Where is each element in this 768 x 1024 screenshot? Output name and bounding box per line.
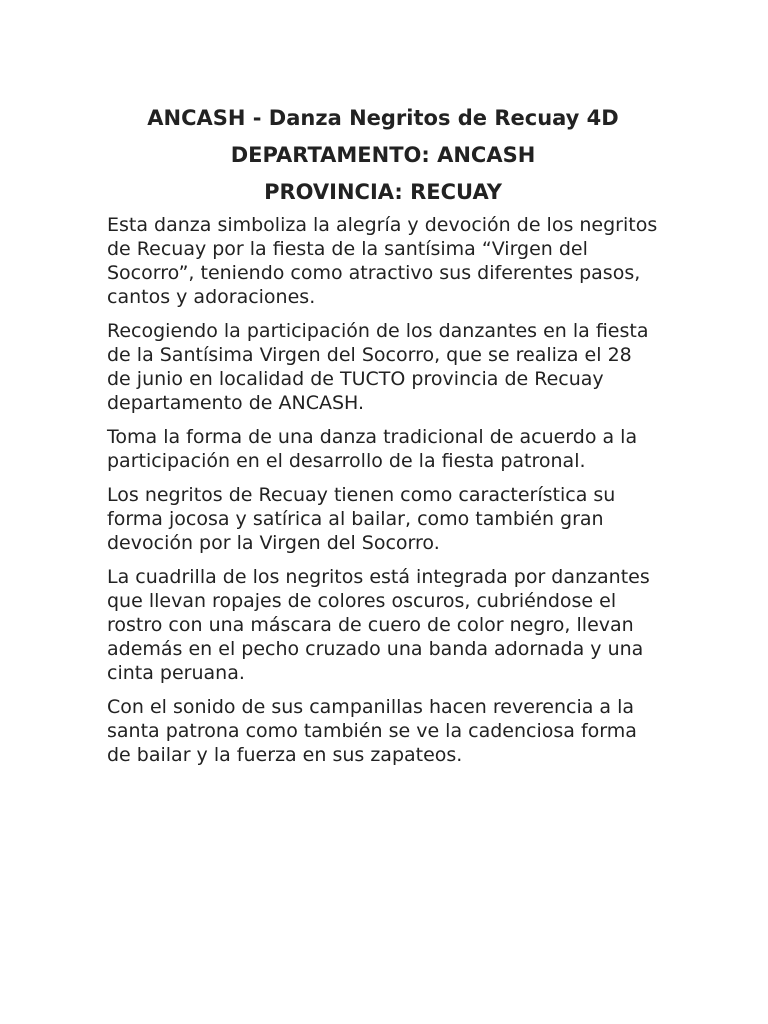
document-body <box>107 213 659 767</box>
document-page <box>107 100 659 777</box>
document-title: ANCASH - Danza Negritos de Recuay 4D <box>147 106 619 130</box>
paragraph-6: Con el sonido de sus campanillas hacen reverencia a la santa patrona como también se ve la cadenciosa forma de bailar y la fuerza en sus zapateos. <box>107 696 637 766</box>
paragraph-4: Los negritos de Recuay tienen como característica su forma jocosa y satírica al bailar, como también gran devoción por la Virgen del Socorro. <box>107 484 616 554</box>
paragraph-5: La cuadrilla de los negritos está integrada por danzantes que llevan ropajes de colores oscuros, cubriéndose el rostro con una máscara de cuero de color negro, llevan además en el pecho cruzado una banda adornada y una cinta peruana. <box>107 566 650 684</box>
province-heading: PROVINCIA: RECUAY <box>264 180 502 204</box>
paragraph-1: Esta danza simboliza la alegría y devoción de los negritos de Recuay por la fiesta de la santísima “Virgen del Socorro”, teniendo como atractivo sus diferentes pasos, cantos y adoraciones. <box>107 214 658 308</box>
department-heading: DEPARTAMENTO: ANCASH <box>230 143 536 167</box>
paragraph-3: Toma la forma de una danza tradicional de acuerdo a la participación en el desarrollo de la fiesta patronal. <box>107 426 638 472</box>
paragraph-2: Recogiendo la participación de los danzantes en la fiesta de la Santísima Virgen del Socorro, que se realiza el 28 de junio en localidad de TUCTO provincia de Recuay departamento de ANCASH. <box>107 320 649 414</box>
